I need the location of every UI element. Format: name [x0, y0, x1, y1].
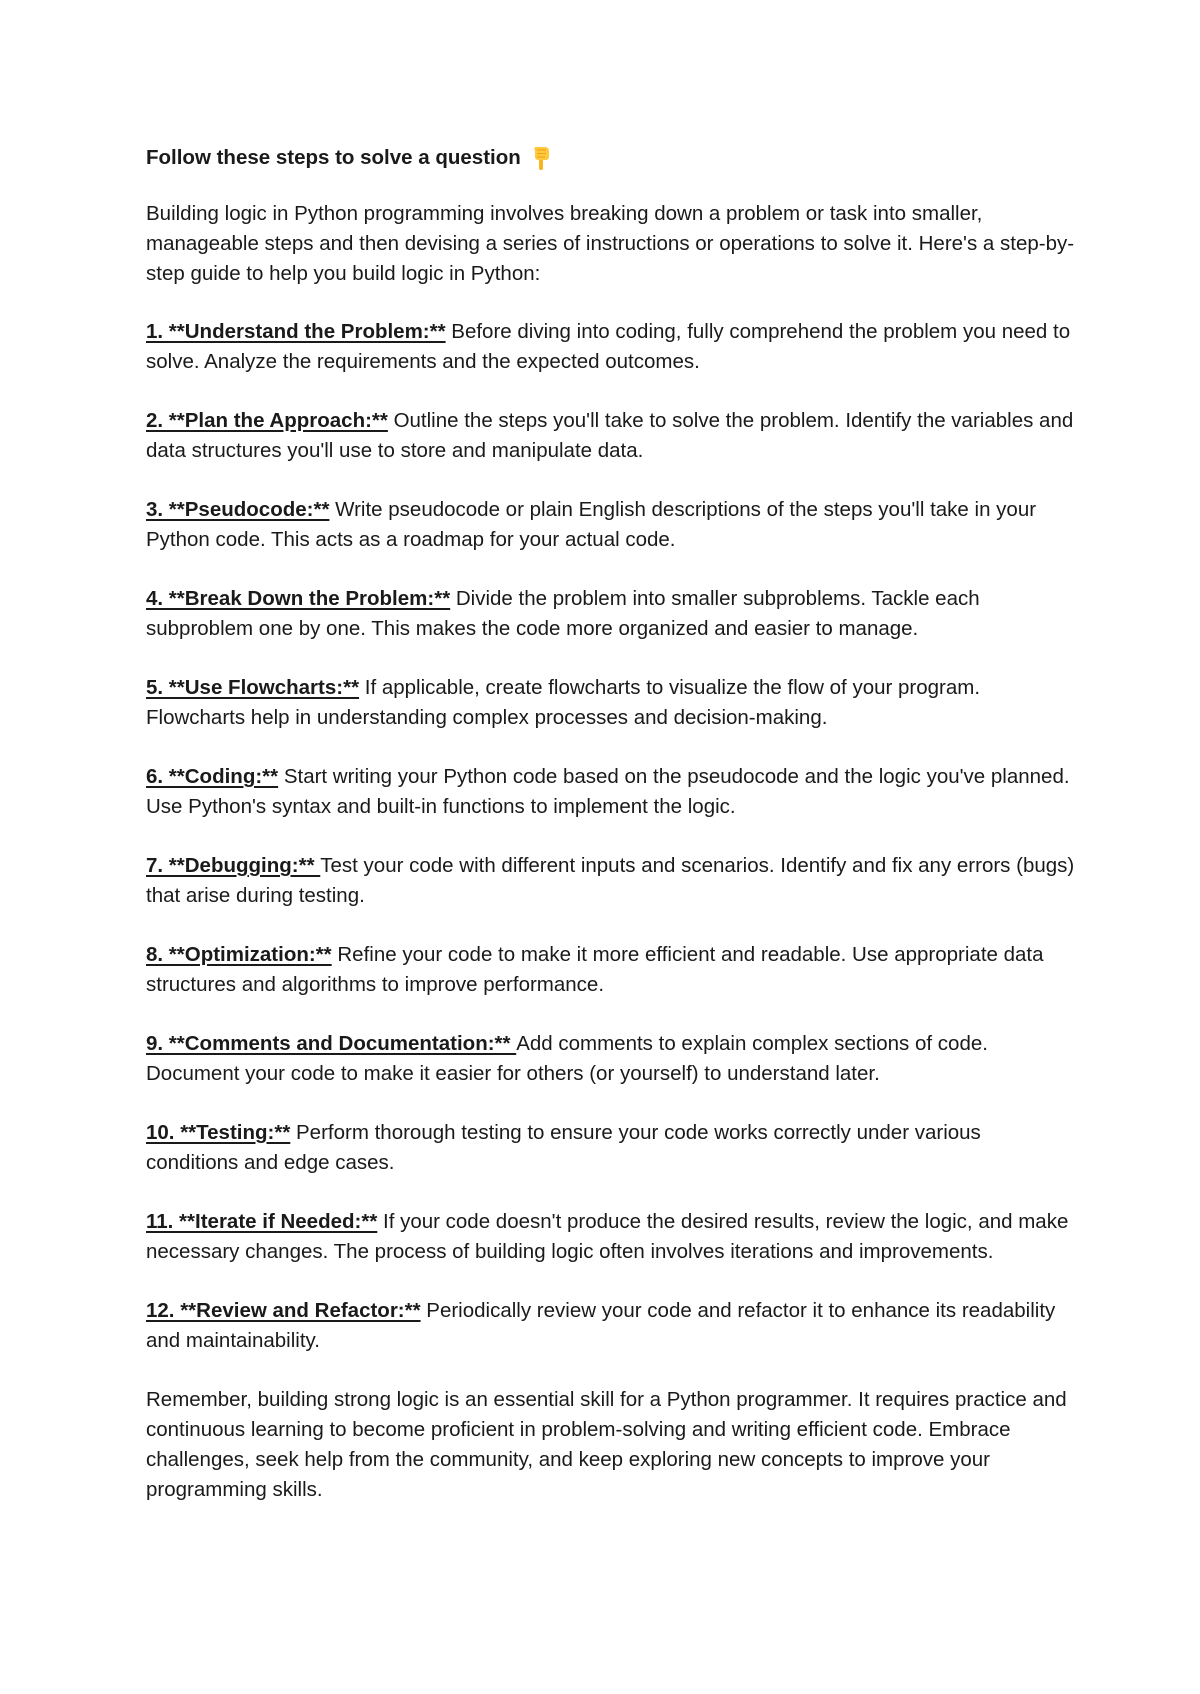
- step-title: 6. **Coding:**: [146, 765, 279, 788]
- step-title: 3. **Pseudocode:**: [146, 498, 330, 521]
- step-item: [146, 1207, 1076, 1267]
- step-title: 1. **Understand the Problem:**: [146, 320, 446, 343]
- step-text: Divide the problem into smaller subproblems. Tackle each subproblem one by one. This makes the code more organized and easier to manage.: [146, 587, 980, 640]
- conclusion-paragraph: Remember, building strong logic is an essential skill for a Python programmer. It requires practice and continuous learning to become proficient in problem-solving and writing efficient code. Embrace challenges, seek help from the community, and keep exploring new concepts to improve your programming skills.: [146, 1388, 1067, 1501]
- step-title: 12. **Review and Refactor:**: [146, 1299, 421, 1322]
- heading-text: Follow these steps to solve a question: [146, 146, 521, 169]
- document-body: [146, 143, 1076, 1533]
- step-text: Refine your code to make it more efficient and readable. Use appropriate data structures and algorithms to improve performance.: [146, 943, 1044, 996]
- step-text: Start writing your Python code based on the pseudocode and the logic you've planned. Use Python's syntax and built-in functions to implement the logic.: [146, 765, 1070, 818]
- intro-paragraph: Building logic in Python programming involves breaking down a problem or task into smaller, manageable steps and then devising a series of instructions or operations to solve it. Here's a step-by-step guide to help you build logic in Python:: [146, 202, 1075, 285]
- step-title: 8. **Optimization:**: [146, 943, 332, 966]
- step-item: [146, 495, 1076, 555]
- step-text: If your code doesn't produce the desired results, review the logic, and make necessary changes. The process of building logic often involves iterations and improvements.: [146, 1210, 1069, 1263]
- step-text: Perform thorough testing to ensure your code works correctly under various conditions and edge cases.: [146, 1121, 981, 1174]
- step-text: Outline the steps you'll take to solve the problem. Identify the variables and data structures you'll use to store and manipulate data.: [146, 409, 1074, 462]
- document-heading: [146, 143, 1076, 173]
- step-title: 2. **Plan the Approach:**: [146, 409, 388, 432]
- step-item: [146, 1118, 1076, 1178]
- step-text: If applicable, create flowcharts to visualize the flow of your program. Flowcharts help in understanding complex processes and decision-making.: [146, 676, 981, 729]
- step-title: 10. **Testing:**: [146, 1121, 291, 1144]
- step-title: 11. **Iterate if Needed:**: [146, 1210, 378, 1233]
- steps-list: [146, 317, 1076, 1356]
- pointing-down-hand-icon: [529, 145, 553, 171]
- step-item: [146, 851, 1076, 911]
- step-item: [146, 584, 1076, 644]
- step-text: Test your code with different inputs and scenarios. Identify and fix any errors (bugs) that arise during testing.: [146, 854, 1075, 907]
- step-item: [146, 673, 1076, 733]
- step-item: [146, 317, 1076, 377]
- step-text: Before diving into coding, fully comprehend the problem you need to solve. Analyze the requirements and the expected outcomes.: [146, 320, 1071, 373]
- step-title: 7. **Debugging:**: [146, 854, 321, 877]
- step-text: Write pseudocode or plain English descriptions of the steps you'll take in your Python code. This acts as a roadmap for your actual code.: [146, 498, 1037, 551]
- step-text: Periodically review your code and refactor it to enhance its readability and maintainability.: [146, 1299, 1056, 1352]
- step-item: [146, 940, 1076, 1000]
- step-title: 4. **Break Down the Problem:**: [146, 587, 451, 610]
- step-text: Add comments to explain complex sections of code. Document your code to make it easier for others (or yourself) to understand later.: [146, 1032, 988, 1085]
- step-item: [146, 1029, 1076, 1089]
- step-item: [146, 1296, 1076, 1356]
- step-item: [146, 406, 1076, 466]
- step-title: 5. **Use Flowcharts:**: [146, 676, 360, 699]
- step-item: [146, 762, 1076, 822]
- step-title: 9. **Comments and Documentation:**: [146, 1032, 517, 1055]
